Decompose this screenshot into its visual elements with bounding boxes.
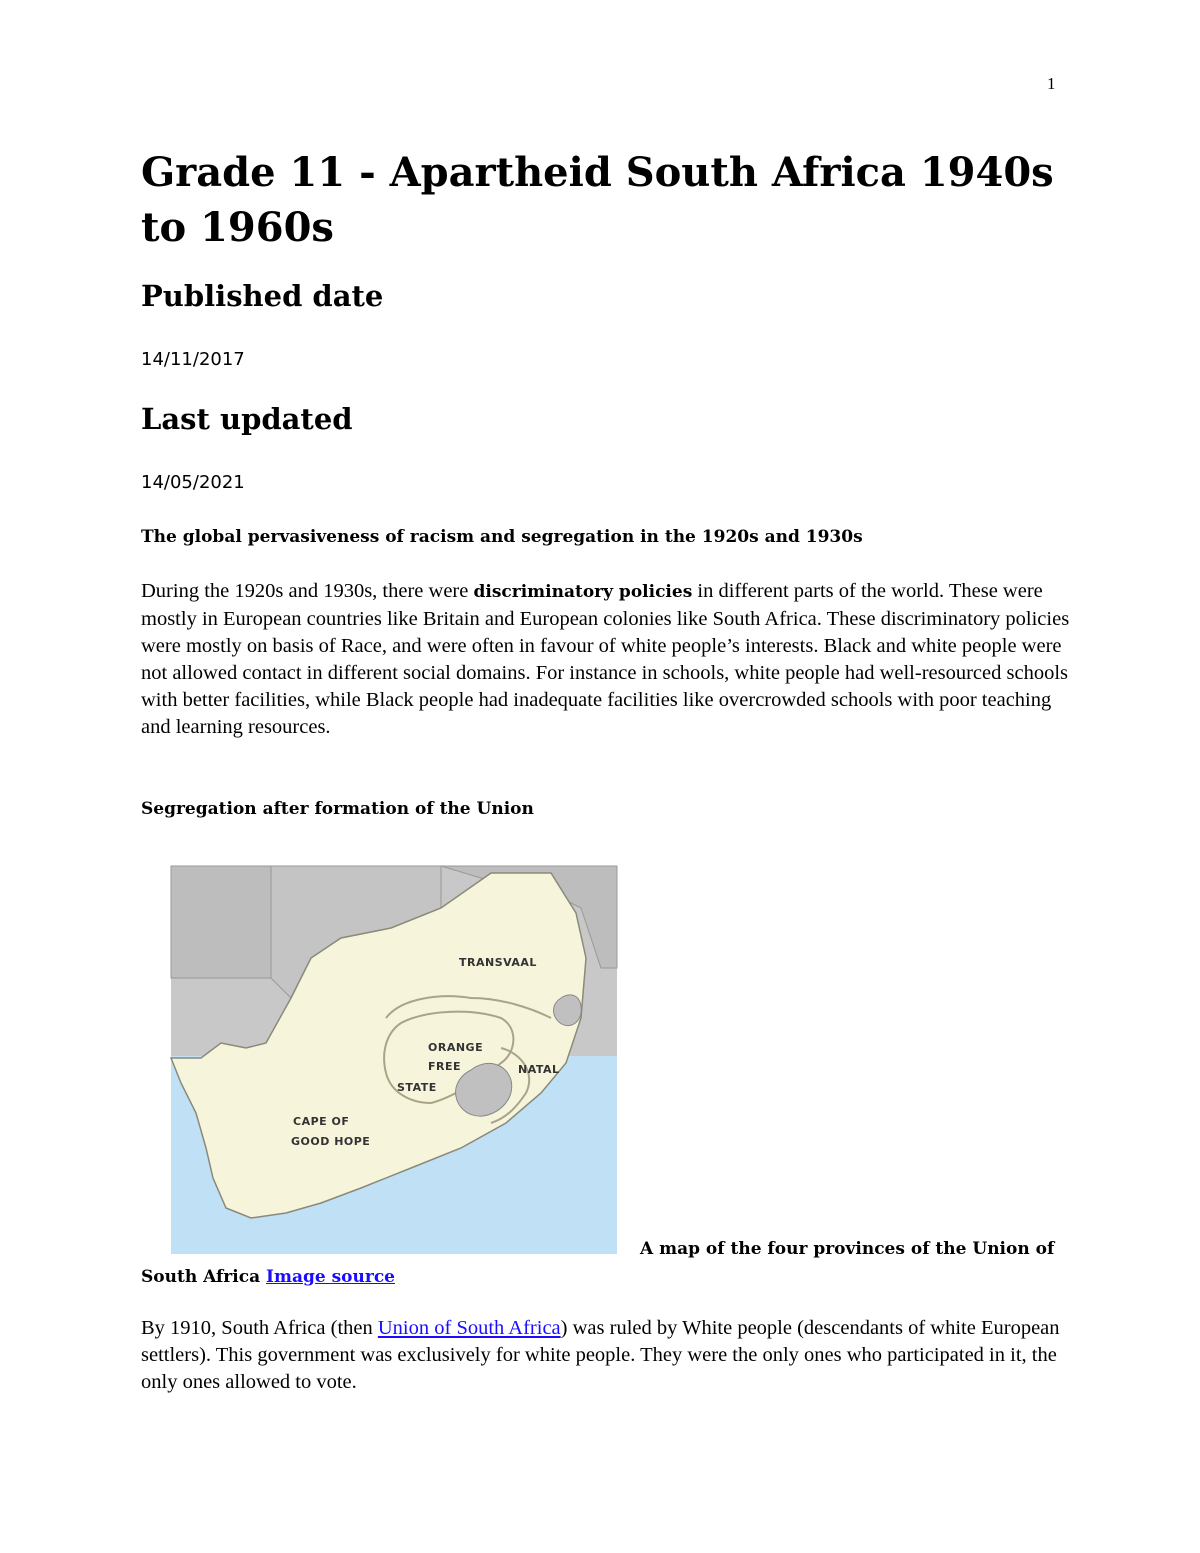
last-updated-value: 14/05/2021 [141, 472, 245, 493]
paragraph-discriminatory-policies [141, 578, 1076, 741]
paragraph-text: By 1910, South Africa (then [141, 1317, 378, 1339]
section-heading-segregation: Segregation after formation of the Union [141, 799, 534, 819]
bold-term: discriminatory policies [473, 582, 693, 602]
union-map-svg [141, 848, 641, 1255]
map-label-good-hope: GOOD HOPE [291, 1135, 371, 1148]
image-source-link[interactable]: Image source [266, 1267, 395, 1287]
last-updated-label: Last updated [141, 402, 353, 436]
published-date-label: Published date [141, 279, 384, 313]
namibia-region [171, 866, 271, 978]
map-label-free: FREE [428, 1060, 462, 1073]
map-caption [141, 1235, 1076, 1291]
map-label-natal: NATAL [518, 1063, 560, 1076]
paragraph-union-rule [141, 1315, 1076, 1396]
map-label-cape-of: CAPE OF [293, 1115, 350, 1128]
map-label-orange: ORANGE [428, 1041, 484, 1054]
section-heading-racism: The global pervasiveness of racism and segregation in the 1920s and 1930s [141, 527, 863, 547]
caption-text: A map of the four provinces of the Union of South Africa [141, 1239, 1055, 1287]
page-title: Grade 11 - Apartheid South Africa 1940s to 1960s [141, 149, 1054, 251]
published-date-value: 14/11/2017 [141, 349, 245, 370]
paragraph-text: During the 1920s and 1930s, there were [141, 580, 474, 602]
union-of-south-africa-link[interactable]: Union of South Africa [377, 1317, 561, 1339]
page-number: 1 [1047, 74, 1056, 93]
paragraph-text: in different parts of the world. These were mostly in European countries like Britain and European colonies like South Africa. These discriminatory policies were mostly on basis of Race, and were often in favour of white people’s interests. Black and white people were not allowed contact in different social domains. For instance in schools, white people had well-resourced schools with better facilities, while Black people had inadequate facilities like overcrowded schools with poor teaching and learning resources. [141, 580, 1070, 738]
map-label-transvaal: TRANSVAAL [459, 956, 537, 969]
union-map-image [141, 848, 641, 1255]
map-label-state: STATE [397, 1081, 437, 1094]
paragraph-text: ) was ruled by White people (descendants of white European settlers). This government was exclusively for white people. They were the only ones who participated in it, the only ones allowed to vote. [141, 1317, 1060, 1393]
